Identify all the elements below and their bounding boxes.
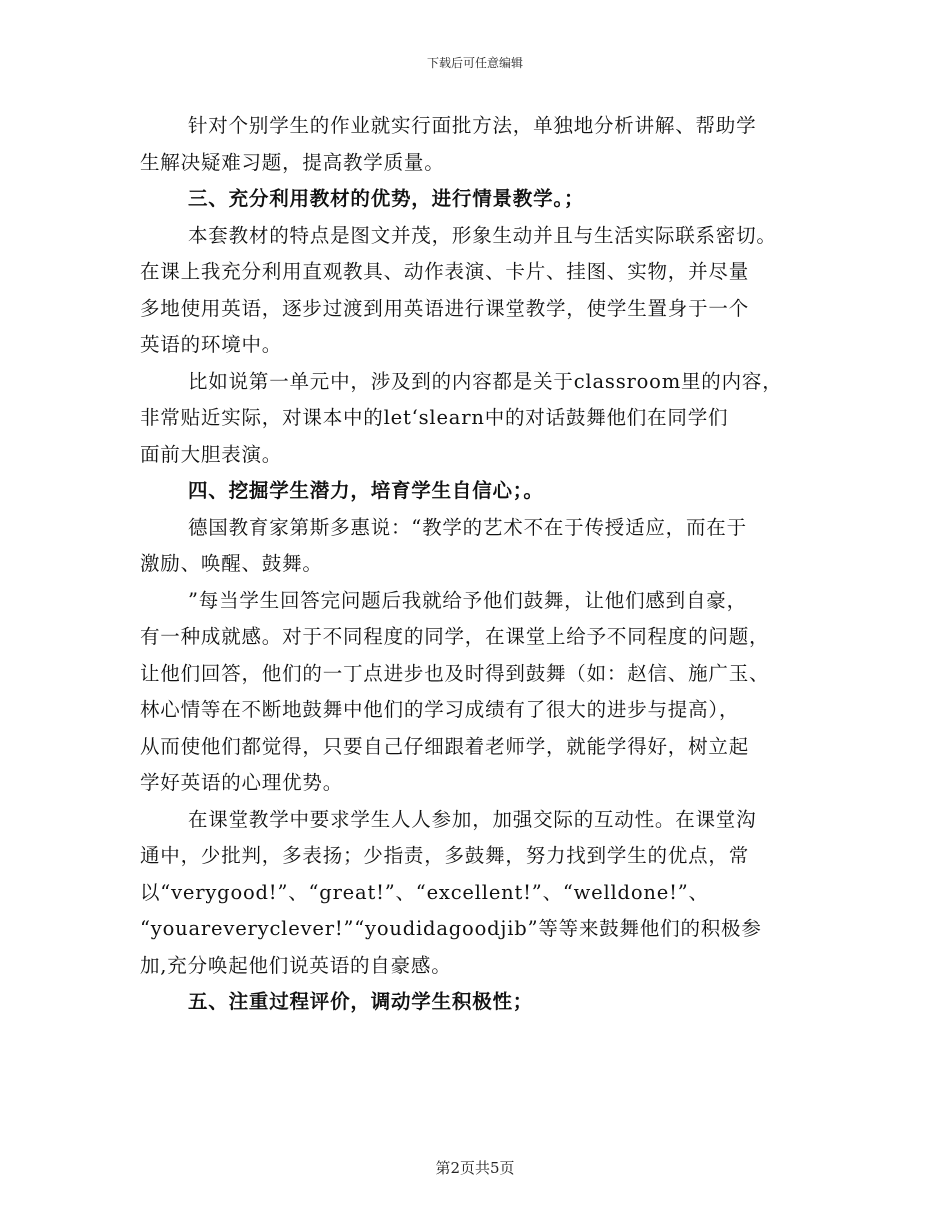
paragraph-line: 英语的环境中。 [140,333,283,356]
paragraph-line: “youareveryclever!”“youdidagoodjib”等等来鼓舞他们的积极参 [140,917,762,940]
paragraph-line: ”每当学生回答完问题后我就给予他们鼓舞，让他们感到自豪， [188,588,747,612]
paragraph-line: 在课堂教学中要求学生人人参加，加强交际的互动性。在课堂沟 [188,807,757,831]
paragraph-line: 针对个别学生的作业就实行面批方法，单独地分析讲解、帮助学 [188,114,757,137]
page-header: 下载后可任意编辑 [426,56,523,70]
section-heading: 五、注重过程评价，调动学生积极性； [188,990,534,1013]
section-heading: 四、挖掘学生潜力，培育学生自信心；。 [188,479,544,502]
paragraph-line: 以“verygood!”、“great!”、“excellent!”、“welldone!”、 [140,880,709,904]
paragraph-line: 激励、唤醒、鼓舞。 [140,552,323,575]
paragraph-line: 林心情等在不断地鼓舞中他们的学习成绩有了很大的进步与提高）， [140,698,740,721]
paragraph-line: 生解决疑难习题，提高教学质量。 [140,150,445,174]
paragraph-line: 比如说第一单元中，涉及到的内容都是关于classroom里的内容， [188,369,783,393]
paragraph-line: 非常贴近实际，对课本中的let‘slearn中的对话鼓舞他们在同学们 [140,406,729,429]
paragraph-line: 加,充分唤起他们说英语的自豪感。 [140,953,452,977]
paragraph-line: 让他们回答，他们的一丁点进步也及时得到鼓舞（如：赵信、施广玉、 [140,661,770,685]
paragraph-line: 在课上我充分利用直观教具、动作表演、卡片、挂图、实物，并尽量 [140,260,750,283]
paragraph-line: 面前大胆表演。 [140,442,283,466]
paragraph-line: 从而使他们都觉得，只要自己仔细跟着老师学，就能学得好，树立起 [140,734,750,758]
paragraph-line: 通中，少批判，多表扬；少指责，多鼓舞，努力找到学生的优点，常 [140,844,750,867]
paragraph-line: 学好英语的心理优势。 [140,771,344,794]
paragraph-line: 德国教育家第斯多惠说：“教学的艺术不在于传授适应，而在于 [188,515,747,539]
paragraph-line: 本套教材的特点是图文并茂，形象生动并且与生活实际联系密切。 [188,223,777,247]
paragraph-line: 有一种成就感。对于不同程度的同学，在课堂上给予不同程度的问题， [140,625,770,648]
document-body [140,108,810,1021]
paragraph-line: 多地使用英语，逐步过渡到用英语进行课堂教学，使学生置身于一个 [140,296,750,320]
section-heading: 三、充分利用教材的优势，进行情景教学。； [188,187,585,210]
page-footer: 第2页共5页 [435,1159,515,1177]
